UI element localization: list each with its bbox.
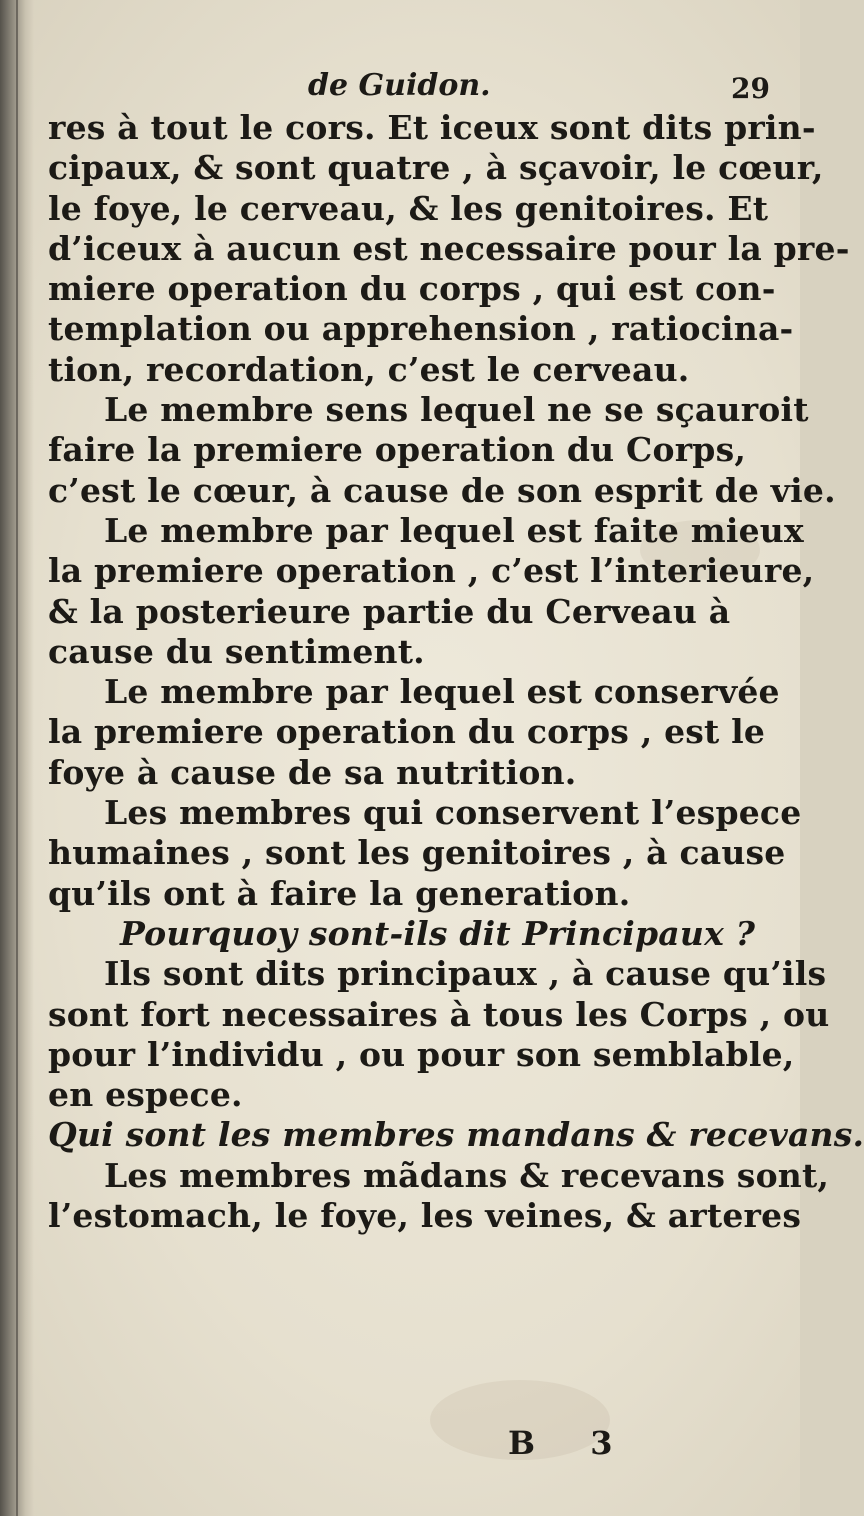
text-line: tion, recordation, c’est le cerveau. — [48, 349, 690, 389]
text-line: miere operation du corps , qui est con- — [48, 269, 776, 309]
text-line: sont fort necessaires à tous les Corps , ou — [48, 994, 830, 1034]
paragraph-start: Le membre par lequel est faite mieux — [104, 510, 804, 550]
section-heading: Pourquoy sont-ils dit Principaux ? — [120, 913, 756, 953]
text-line: la premiere operation du corps , est le — [48, 712, 766, 752]
section-heading: Qui sont les membres mandans & recevans. — [48, 1115, 864, 1155]
text-line: en espece. — [48, 1075, 243, 1115]
text-line: d’iceux à aucun est necessaire pour la pre- — [48, 228, 850, 268]
body-text — [48, 108, 864, 1236]
binding-edge-line — [16, 0, 18, 1516]
running-title: de Guidon. — [308, 68, 491, 103]
text-line: la premiere operation , c’est l’interieure, — [48, 551, 815, 591]
signature-mark: B 3 — [508, 1424, 635, 1462]
paragraph-start: Les membres mãdans & recevans sont, — [104, 1155, 830, 1195]
page-number: 29 — [731, 72, 770, 105]
text-line: humaines , sont les genitoires , à cause — [48, 833, 786, 873]
text-line: pour l’individu , ou pour son semblable, — [48, 1034, 795, 1074]
text-line: cipaux, & sont quatre , à sçavoir, le cœur, — [48, 148, 824, 188]
text-line: faire la premiere operation du Corps, — [48, 430, 747, 470]
paragraph-start: Le membre sens lequel ne se sçauroit — [104, 390, 809, 430]
text-line: c’est le cœur, à cause de son esprit de vie. — [48, 470, 836, 510]
paragraph-start: Ils sont dits principaux , à cause qu’ils — [104, 954, 827, 994]
text-line: cause du sentiment. — [48, 631, 425, 671]
text-line: & la posterieure partie du Cerveau à — [48, 591, 731, 631]
text-line: templation ou apprehension , ratiocina- — [48, 309, 794, 349]
page-header — [60, 68, 770, 112]
text-line: foye à cause de sa nutrition. — [48, 752, 577, 792]
text-line: le foye, le cerveau, & les genitoires. Et — [48, 188, 769, 228]
paragraph-start: Les membres qui conservent l’espece — [104, 793, 802, 833]
text-line: res à tout le cors. Et iceux sont dits prin- — [48, 108, 816, 147]
text-line: l’estomach, le foye, les veines, & arteres — [48, 1196, 802, 1236]
text-line: qu’ils ont à faire la generation. — [48, 873, 631, 913]
paragraph-start: Le membre par lequel est conservée — [104, 672, 780, 712]
